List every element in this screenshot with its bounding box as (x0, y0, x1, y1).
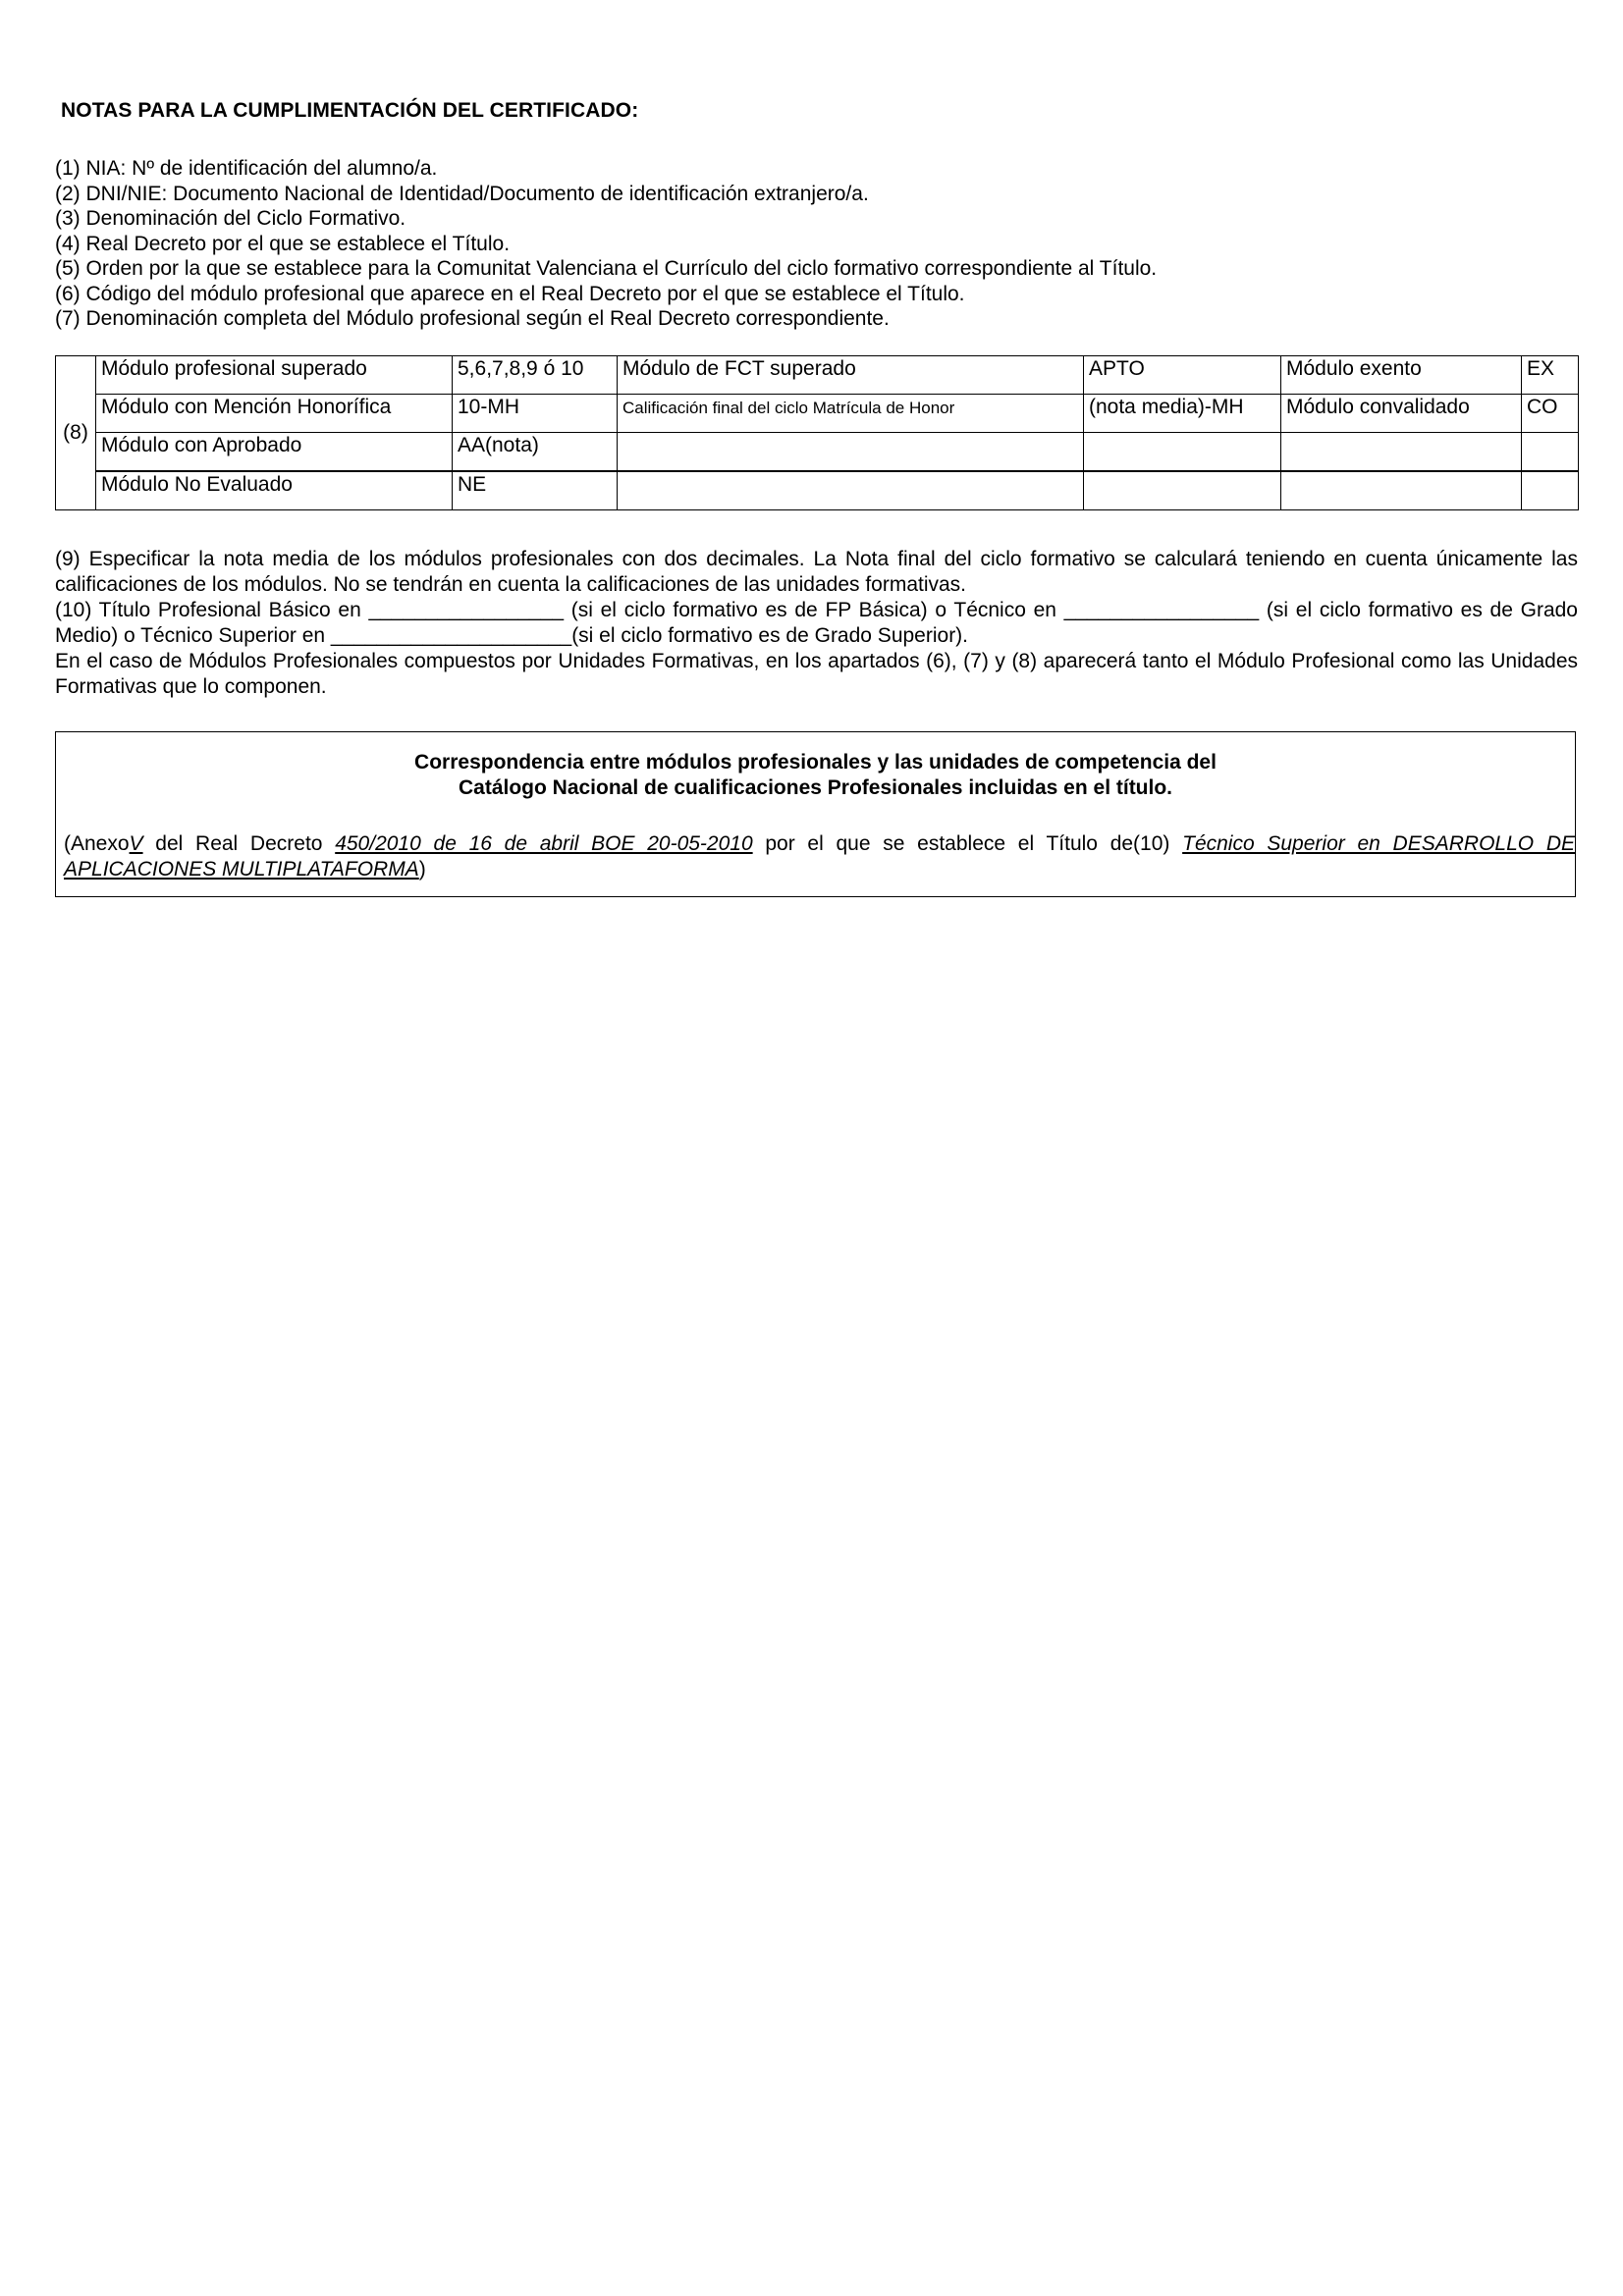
table-row (56, 395, 1579, 433)
text-mid: por el que se establece el Título de(10) (752, 832, 1183, 855)
table-cell (1522, 471, 1579, 510)
grades-legend-table (55, 355, 1579, 510)
anexo-value: V (129, 832, 143, 855)
ref-cell: (8) (56, 356, 96, 510)
note-item: (4) Real Decreto por el que se establece el Título. (55, 232, 511, 255)
notes-list (55, 156, 1577, 332)
table-cell (1084, 471, 1281, 510)
table-cell: Módulo con Aprobado (96, 433, 453, 472)
note-item: (1) NIA: Nº de identificación del alumno/a. (55, 157, 438, 180)
table-cell: Módulo profesional superado (96, 356, 453, 395)
table-cell: EX (1522, 356, 1579, 395)
footnotes (55, 547, 1578, 700)
decreto-value: 450/2010 de 16 de abril BOE 20-05-2010 (335, 832, 753, 855)
text-mid: del Real Decreto (142, 832, 336, 855)
table-cell: 5,6,7,8,9 ó 10 (453, 356, 618, 395)
note-item: (2) DNI/NIE: Documento Nacional de Identidad/Documento de identificación extranjero/a. (55, 182, 869, 205)
table-cell (1281, 433, 1522, 472)
table-cell: Módulo convalidado (1281, 395, 1522, 433)
correspondence-title-line: Correspondencia entre módulos profesionales y las unidades de competencia del (414, 751, 1217, 774)
footnote-9: (9) Especificar la nota media de los módulos profesionales con dos decimales. La Nota final del ciclo formativo se calculará teniendo en cuenta únicamente las calificaciones de los módulos. No se tendrán en cuenta la calificaciones de las unidades formativas. (55, 548, 1578, 596)
table-cell: NE (453, 471, 618, 510)
note-item: (7) Denominación completa del Módulo profesional según el Real Decreto correspondiente. (55, 307, 890, 330)
footnote-units: En el caso de Módulos Profesionales compuestos por Unidades Formativas, en los apartados (6), (7) y (8) aparecerá tanto el Módulo Profesional como las Unidades Formativas que lo componen. (55, 650, 1578, 698)
table-cell: CO (1522, 395, 1579, 433)
table-cell: Módulo No Evaluado (96, 471, 453, 510)
table-cell (618, 433, 1084, 472)
table-cell: Módulo exento (1281, 356, 1522, 395)
correspondence-text (64, 831, 1575, 882)
correspondence-box (55, 731, 1576, 897)
table-cell: 10-MH (453, 395, 618, 433)
table-cell: AA(nota) (453, 433, 618, 472)
text-suffix: ) (418, 858, 426, 881)
table-row (56, 471, 1579, 510)
table-cell: APTO (1084, 356, 1281, 395)
table-cell: (nota media)-MH (1084, 395, 1281, 433)
table-cell (1281, 471, 1522, 510)
table-cell (1522, 433, 1579, 472)
table-row (56, 356, 1579, 395)
titulo-value: Técnico Superior en DESARROLLO DE APLICACIONES MULTIPLATAFORMA (64, 832, 1575, 881)
table-cell: Calificación final del ciclo Matrícula de Honor (618, 395, 1084, 433)
correspondence-title-line: Catálogo Nacional de cualificaciones Profesionales incluidas en el título. (458, 776, 1173, 799)
table-row (56, 433, 1579, 472)
notes-heading: NOTAS PARA LA CUMPLIMENTACIÓN DEL CERTIFICADO: (61, 99, 639, 122)
table-cell (618, 471, 1084, 510)
table-cell (1084, 433, 1281, 472)
correspondence-title (56, 750, 1575, 801)
footnote-10: (10) Título Profesional Básico en _________________ (si el ciclo formativo es de FP Básica) o Técnico en _________________ (si el ciclo formativo es de Grado Medio) o Técnico Superior en _____________________(si el ciclo formativo es de Grado Superior). (55, 599, 1578, 647)
note-item: (6) Código del módulo profesional que aparece en el Real Decreto por el que se establece el Título. (55, 282, 965, 305)
table-cell: Módulo de FCT superado (618, 356, 1084, 395)
note-item: (5) Orden por la que se establece para la Comunitat Valenciana el Currículo del ciclo formativo correspondiente al Título. (55, 257, 1158, 280)
note-item: (3) Denominación del Ciclo Formativo. (55, 207, 406, 230)
table-cell: Módulo con Mención Honorífica (96, 395, 453, 433)
text-prefix: (Anexo (64, 832, 130, 855)
